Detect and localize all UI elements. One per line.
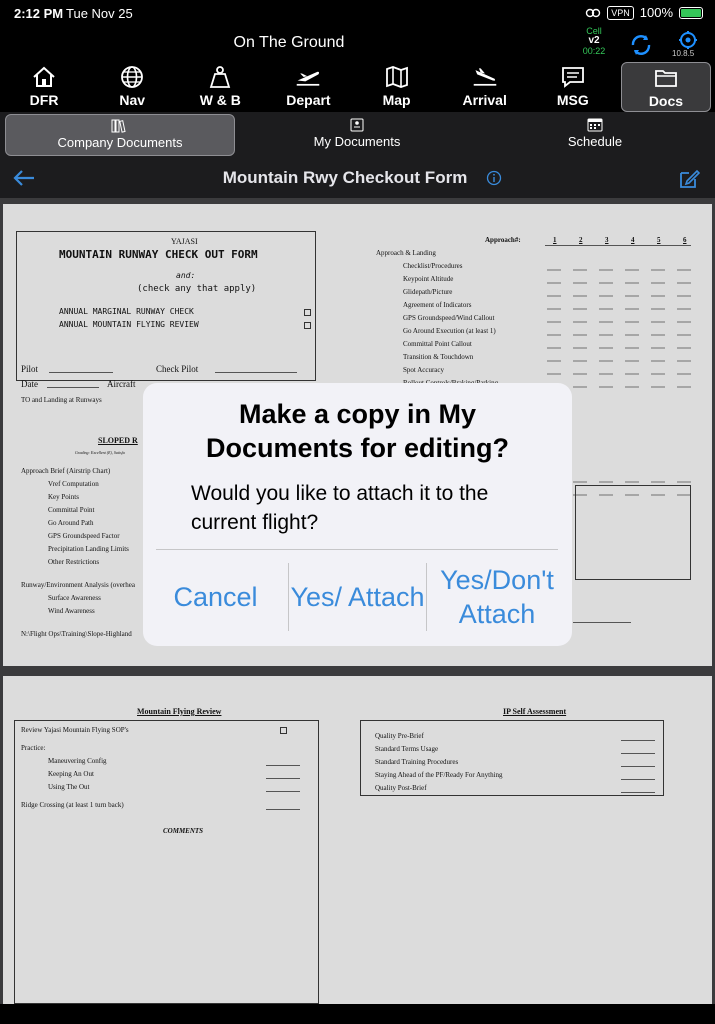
subtab-my-documents[interactable]	[242, 114, 472, 156]
approach-col: 3	[605, 236, 609, 244]
file-path: N:\Flight Ops\Training\Slope-Highland	[21, 630, 132, 638]
approach-item: Keypoint Altitude	[403, 275, 454, 283]
yes-attach-button[interactable]: Yes/ Attach	[290, 582, 425, 612]
env-item: Wind Awareness	[48, 607, 95, 615]
sloped-runway-heading: SLOPED R	[98, 436, 138, 445]
form-title: MOUNTAIN RUNWAY CHECK OUT FORM	[59, 248, 258, 261]
cell-label: Cell	[586, 26, 602, 36]
calendar-icon	[586, 118, 604, 132]
document-header	[0, 160, 715, 198]
bottom-bar	[0, 1004, 715, 1024]
env-item: Surface Awareness	[48, 594, 101, 602]
books-icon	[111, 119, 129, 133]
approach-col: 6	[683, 236, 687, 244]
practice-line	[266, 791, 300, 792]
approach-item: Transition & Touchdown	[403, 353, 474, 361]
notes-box	[575, 485, 691, 580]
comments-label: COMMENTS	[163, 827, 204, 835]
approach-item: Go Around Execution (at least 1)	[403, 327, 496, 335]
ip-item: Standard Terms Usage	[375, 745, 439, 753]
approach-item: GPS Groundspeed/Wind Callout	[403, 314, 495, 322]
option-marginal-runway: ANNUAL MARGINAL RUNWAY CHECK	[59, 307, 194, 316]
landing-icon	[472, 65, 498, 89]
brief-item: GPS Groundspeed Factor	[48, 532, 120, 540]
ip-item: Staying Ahead of the PF/Ready For Anything	[375, 771, 503, 779]
review-sops-label: Review Yajasi Mountain Flying SOP's	[21, 726, 129, 734]
practice-item: Maneuvering Config	[48, 757, 107, 765]
to-landing-label: TO and Landing at Runways	[21, 396, 102, 404]
pilot-label: Pilot	[21, 364, 39, 374]
sync-icon[interactable]	[628, 32, 654, 58]
document-page-2	[3, 676, 712, 1004]
nav-tab-msg[interactable]	[529, 62, 617, 112]
nav-tab-depart[interactable]	[264, 62, 352, 112]
status-date: Tue Nov 25	[66, 6, 133, 21]
option-mountain-flying: ANNUAL MOUNTAIN FLYING REVIEW	[59, 320, 199, 329]
status-bar	[0, 0, 715, 28]
docs-subtabs	[0, 112, 715, 160]
date-line	[47, 387, 99, 388]
runway-env-label: Runway/Environment Analysis (overhea	[21, 581, 135, 589]
subtab-label: Company Documents	[57, 135, 183, 150]
weight-icon	[207, 65, 233, 89]
brief-item: Precipitation Landing Limits	[48, 545, 129, 553]
cancel-button[interactable]: Cancel	[173, 582, 258, 612]
cell-time: 00:22	[582, 46, 606, 56]
vpn-badge: VPN	[607, 6, 634, 20]
copy-document-dialog	[143, 383, 572, 646]
ip-item: Quality Post-Brief	[375, 784, 427, 792]
ip-item: Standard Training Procedures	[375, 758, 459, 766]
ridge-line	[266, 809, 300, 810]
message-icon	[560, 65, 586, 89]
nav-tab-label: Map	[382, 92, 411, 108]
nav-tab-label: Depart	[286, 92, 331, 108]
ridge-crossing-label: Ridge Crossing (at least 1 turn back)	[21, 801, 124, 809]
dialog-message: Would you like to attach it to the current flight?	[191, 482, 489, 534]
brief-item: Committal Point	[48, 506, 95, 514]
ip-self-assessment-heading: IP Self Assessment	[503, 707, 567, 716]
battery-icon	[679, 7, 703, 19]
brief-item: Vref Computation	[48, 480, 99, 488]
id-card-icon	[348, 118, 366, 132]
approach-col: 1	[553, 236, 557, 244]
approach-item: Spot Accuracy	[403, 366, 445, 374]
nav-tab-nav[interactable]	[88, 62, 176, 112]
practice-line	[266, 778, 300, 779]
nav-tab-wb[interactable]	[176, 62, 264, 112]
app-title: On The Ground	[233, 34, 345, 51]
approach-item: Agreement of Indicators	[403, 301, 472, 309]
nav-tab-label: Nav	[119, 92, 146, 108]
folder-icon	[653, 66, 679, 90]
info-icon[interactable]	[486, 170, 502, 186]
practice-line	[266, 765, 300, 766]
and-label: and:	[176, 271, 196, 280]
brief-item: Key Points	[48, 493, 79, 501]
aircraft-label: Aircraft	[107, 379, 136, 389]
subtab-schedule[interactable]	[480, 114, 710, 156]
check-pilot-label: Check Pilot	[156, 364, 199, 374]
page-title: Mountain Rwy Checkout Form	[222, 168, 468, 187]
nav-tab-map[interactable]	[353, 62, 441, 112]
status-indicators	[585, 5, 703, 20]
approach-col: 5	[657, 236, 661, 244]
ip-line	[621, 792, 655, 793]
battery-percent: 100%	[639, 5, 673, 20]
globe-icon	[119, 65, 145, 89]
approach-item: Checklist/Procedures	[403, 262, 463, 270]
nav-tab-docs[interactable]	[621, 62, 711, 112]
subtab-label: Schedule	[567, 134, 623, 149]
nav-tab-label: Docs	[648, 93, 684, 109]
home-icon	[31, 65, 57, 89]
nav-tab-label: DFR	[29, 92, 59, 108]
approach-item: Glidepath/Picture	[403, 288, 453, 296]
cell-version: v2	[588, 35, 600, 46]
approach-landing-label: Approach & Landing	[376, 249, 436, 257]
approach-col: 4	[631, 236, 635, 244]
approach-col: 2	[579, 236, 583, 244]
date-label: Date	[21, 379, 38, 389]
ip-line	[621, 766, 655, 767]
ip-line	[621, 740, 655, 741]
mountain-flying-review-heading: Mountain Flying Review	[137, 707, 222, 716]
nav-tab-label: W & B	[199, 92, 241, 108]
dialog-title: Make a copy in My Documents for editing?	[206, 399, 509, 463]
cell-status	[578, 26, 610, 56]
checkbox-marginal-runway[interactable]	[304, 309, 311, 316]
subtab-label: My Documents	[313, 134, 401, 149]
pilot-line	[49, 372, 113, 373]
practice-label: Practice:	[21, 744, 46, 752]
status-time: 2:12 PM	[14, 6, 64, 21]
ip-item: Quality Pre-Brief	[375, 732, 424, 740]
checkbox-review-sops[interactable]	[280, 727, 287, 734]
approach-brief-label: Approach Brief (Airstrip Chart)	[21, 467, 111, 475]
link-icon	[585, 8, 601, 18]
brief-item: Go Around Path	[48, 519, 94, 527]
check-any-label: (check any that apply)	[137, 284, 257, 294]
map-icon	[384, 65, 410, 89]
company-name: YAJASI	[171, 237, 198, 246]
main-nav	[0, 62, 715, 112]
approach-item: Committal Point Callout	[403, 340, 472, 348]
check-pilot-line	[215, 372, 297, 373]
app-version: 10.8.5	[672, 49, 695, 58]
signature-line	[573, 622, 631, 623]
approach-number-label: Approach#:	[485, 236, 521, 244]
grading-note: Grading: Excellent (E), Satisfa	[75, 450, 125, 455]
ip-line	[621, 779, 655, 780]
practice-item: Keeping An Out	[48, 770, 94, 778]
approach-header-line	[545, 245, 691, 246]
takeoff-icon	[295, 65, 321, 89]
yes-dont-attach-button[interactable]: Yes/Don't Attach	[440, 565, 554, 629]
edit-icon[interactable]	[678, 168, 700, 190]
nav-tab-dfr[interactable]	[0, 62, 88, 112]
dialog-divider	[156, 549, 558, 550]
subtab-company-documents[interactable]	[5, 114, 235, 156]
nav-tab-label: MSG	[556, 92, 589, 108]
practice-item: Using The Out	[48, 783, 90, 791]
ip-line	[621, 753, 655, 754]
brief-item: Other Restrictions	[48, 558, 100, 566]
checkbox-mountain-flying[interactable]	[304, 322, 311, 329]
nav-tab-arrival[interactable]	[441, 62, 529, 112]
nav-tab-label: Arrival	[462, 92, 507, 108]
